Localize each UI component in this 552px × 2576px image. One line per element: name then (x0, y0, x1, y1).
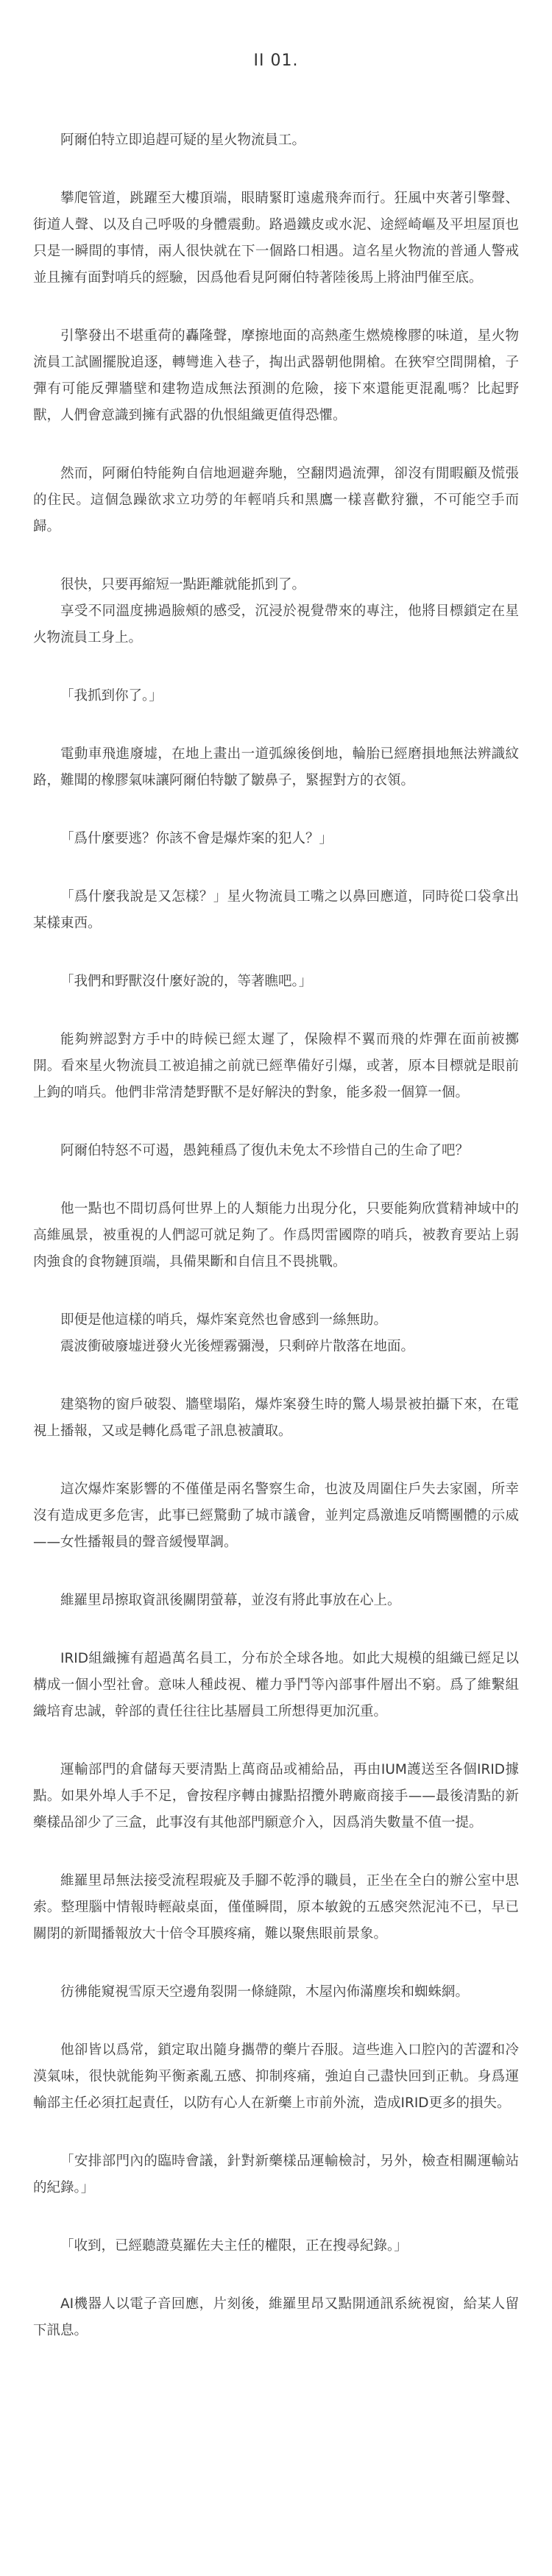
paragraph: 引擎發出不堪重荷的轟隆聲，摩擦地面的高熱產生燃燒橡膠的味道，星火物流員工試圖擺脫追逐，轉彎進入巷子，掏出武器朝他開槍。在狹窄空間開槍，子彈有可能反彈牆壁和建物造成無法預測的危險，接下來還能更混亂嗎？比起野獸，人們會意識到擁有武器的仇恨組織更值得恐懼。 (33, 328, 519, 423)
paragraph: 他一點也不間切爲何世界上的人類能力出現分化，只要能夠欣賞精神域中的高維風景，被重視的人們認可就足夠了。作爲閃雷國際的哨兵，被教育要站上弱肉強食的食物鏈頂端，具備果斷和自信且不畏挑戰。 (33, 1201, 519, 1270)
paragraph: 維羅里昂擦取資訊後關閉螢幕，並沒有將此事放在心上。 (60, 1593, 401, 1608)
paragraph: 震波衝破廢墟迸發火光後煙霧彌漫，只剩碎片散落在地面。 (60, 1339, 415, 1354)
paragraph: 「爲什麼我說是又怎樣？」星火物流員工嘴之以鼻回應道，同時從口袋拿出某樣東西。 (33, 889, 519, 931)
paragraph: 維羅里昂無法接受流程瑕疵及手腳不乾淨的職員，正坐在全白的辦公室中思索。整理腦中情報時輕敲桌面，僅僅瞬間，原本敏銳的五感突然泥沌不已，早已關閉的新聞播報放大十倍令耳膜疼痛，難以聚焦眼前景象。 (33, 1873, 519, 1942)
paragraph: AI機器人以電子音回應，片刻後，維羅里昂又點開通訊系統視窗，給某人留下訊息。 (33, 2296, 519, 2338)
paragraph: 攀爬管道，跳躍至大樓頂端，眼睛緊盯遠處飛奔而行。狂風中夾著引擎聲、街道人聲、以及自己呼吸的身體震動。路過鐵皮或水泥、途經崎嶇及平坦屋頂也只是一瞬間的事情，兩人很快就在下一個路口相遇。這名星火物流的普通人警戒並且擁有面對哨兵的經驗，因爲他看見阿爾伯特著陸後馬上將油門催至底。 (33, 191, 519, 286)
paragraph: IRID組織擁有超過萬名員工，分布於全球各地。如此大規模的組織已經足以構成一個小型社會。意味人種歧視、權力爭鬥等內部事件層出不窮。爲了維繫組織培育忠誠，幹部的責任往往比基層員工所想得更加沉重。 (33, 1651, 519, 1719)
paragraph: 然而，阿爾伯特能夠自信地迴避奔馳，空翻閃過流彈，卻沒有閒暇顧及慌張的住民。這個急躁欲求立功勞的年輕哨兵和黑鷹一樣喜歡狩獵，不可能空手而歸。 (33, 466, 519, 534)
paragraph: 「我抓到你了。」 (60, 688, 163, 704)
paragraph: 即便是他這樣的哨兵，爆炸案竟然也會感到一絲無助。 (60, 1312, 388, 1328)
paragraph: 「爲什麼要逃？你該不會是爆炸案的犯人？」 (60, 831, 333, 846)
chapter-title: II 01. (253, 52, 299, 70)
paragraph: 能夠辨認對方手中的時候已經太遲了，保險桿不翼而飛的炸彈在面前被擲開。看來星火物流員工被追捕之前就已經準備好引爆，或著，原本目標就是眼前上鉤的哨兵。他們非常清楚野獸不是好解決的對象，能多殺一個算一個。 (33, 1032, 519, 1100)
paragraph: 「安排部門內的臨時會議，針對新藥樣品運輸檢討，另外，檢查相關運輸站的紀錄。」 (33, 2154, 519, 2195)
paragraph: 「收到，已經聽證莫羅佐夫主任的權限，正在搜尋紀錄。」 (60, 2238, 408, 2254)
paragraph: 彷彿能窺視雪原天空邊角裂開一條縫隙，木屋內佈滿塵埃和蜘蛛網。 (60, 1984, 470, 2000)
paragraph: 「我們和野獸沒什麼好說的，等著瞧吧。」 (60, 974, 313, 989)
paragraph: 這次爆炸案影響的不僅僅是兩名警察生命，也波及周圍住戶失去家園，所幸沒有造成更多危害，此事已經驚動了城市議會，並判定爲激進反哨嚮團體的示威——女性播報員的聲音緩慢單調。 (33, 1482, 519, 1550)
paragraph: 阿爾伯特立即追趕可疑的星火物流員工。 (60, 132, 306, 148)
paragraph: 他卻皆以爲常，鎖定取出隨身攜帶的藥片吞服。這些進入口腔內的苦澀和冷漠氣味，很快就能夠平衡紊亂五感、抑制疼痛，強迫自己盡快回到正軌。身爲運輸部主任必須扛起責任，以防有心人在新藥上市前外流，造成IRID更多的損失。 (33, 2042, 519, 2111)
paragraph: 運輸部門的倉儲每天要清點上萬商品或補給品，再由IUM護送至各個IRID據點。如果外埠人手不足，會按程序轉由據點招攬外聘廠商接手——最後清點的新藥樣品卻少了三盒，此事沒有其他部門願意介入，因爲消失數量不值一提。 (33, 1762, 519, 1830)
paragraph: 阿爾伯特怒不可遏，愚鈍種爲了復仇未免太不珍惜自己的生命了吧？ (60, 1143, 470, 1158)
paragraph: 很快，只要再縮短一點距離就能抓到了。 (60, 577, 306, 592)
paragraph: 享受不同溫度拂過臉頰的感受，沉浸於視覺帶來的專注，他將目標鎖定在星火物流員工身上。 (33, 604, 519, 645)
paragraph: 電動車飛進廢墟，在地上畫出一道弧線後倒地，輪胎已經磨損地無法辨識紋路，難聞的橡膠氣味讓阿爾伯特皺了皺鼻子，緊握對方的衣領。 (33, 746, 519, 788)
paragraph: 建築物的窗戶破裂、牆壁塌陷，爆炸案發生時的驚人場景被拍攝下來，在電視上播報，又或是轉化爲電子訊息被讀取。 (33, 1397, 519, 1439)
